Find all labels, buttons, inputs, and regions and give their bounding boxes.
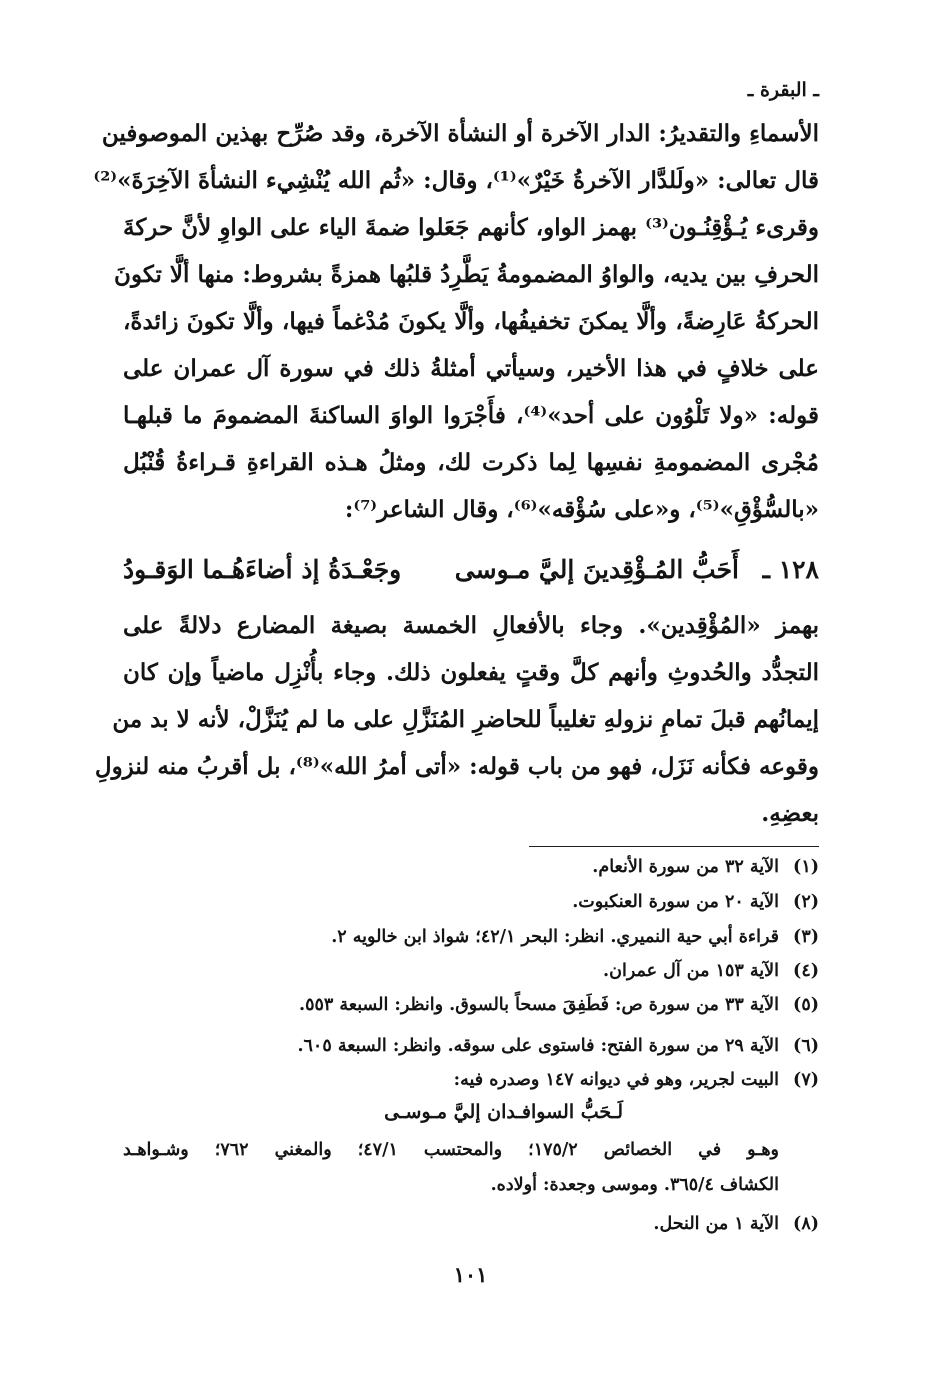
footnote-number: (٢) bbox=[793, 892, 819, 912]
page-number: ١٠١ bbox=[453, 1262, 488, 1287]
footnote-text: الآية ٣٢ من سورة الأنعام. bbox=[592, 857, 779, 877]
poem-verse bbox=[123, 547, 819, 593]
footnote bbox=[123, 1030, 819, 1063]
text-line: إيمانُهم قبلَ تمامِ نزولهِ تغليباً للحاضرِ المُنَزَّلِ على ما لم يُنَزَّلْ، لأنه لا بد من bbox=[112, 706, 819, 733]
footnote bbox=[123, 989, 819, 1022]
text-line: قوله: «ولا تَلْوُون على أحد»⁽⁴⁾، فأَجْرَوا الواوَ الساكنةَ المضمومَ ما قبلهـا bbox=[123, 402, 819, 429]
text-line: الحركةُ عَارِضةً، وألَّا يمكنَ تخفيفُها، وألَّا يكونَ مُدْغماً فيها، وألَّا تكونَ زائدةً، bbox=[123, 308, 819, 335]
footnote-text: الآية ١٥٣ من آل عمران. bbox=[603, 961, 779, 981]
footnote-continuation: وهـو في الخصائص ١٧٥/٢؛ والمحتسب ٤٧/١؛ والمغني ٧٦٢؛ وشـواهـد bbox=[123, 1140, 779, 1160]
footnote-number: (٦) bbox=[793, 1036, 819, 1056]
footnote bbox=[123, 886, 819, 919]
verse-number: ١٢٨ ـ bbox=[762, 555, 819, 584]
text-line: الحرفِ بين يديه، والواوُ المضمومةُ يَطَّرِدُ قلبُها همزةً بشروط: منها ألَّا تكونَ bbox=[114, 261, 819, 288]
verse-second-hemistich: وجَعْـدَةُ إذ أضاءَهُـما الوَقـودُ bbox=[123, 555, 402, 584]
text-line: وقوعه فكأنه نَزَل، فهو من باب قوله: «أتى أمرُ الله»⁽⁸⁾، بل أقربُ منه لنزولِ bbox=[94, 753, 819, 780]
footnote-text: الآية ٣٣ من سورة ص: فَطَفِقَ مسحاً بالسوق. وانظر: السبعة ٥٥٣. bbox=[299, 995, 779, 1015]
text-line: على خلافٍ في هذا الأخير، وسيأتي أمثلةُ ذلك في سورة آل عمران على bbox=[123, 355, 819, 382]
text-line: الأسماءِ والتقديرُ: الدار الآخرة أو النشأة الآخرة، وقد صُرِّح بهذين الموصوفين bbox=[101, 120, 819, 147]
footnote-continuation: الكشاف ٣٦٥/٤. وموسى وجعدة: أولاده. bbox=[490, 1175, 779, 1195]
footnote bbox=[123, 851, 819, 884]
footnote-number: (٧) bbox=[793, 1070, 819, 1090]
text-line: «بالسُّؤْقِ»⁽⁵⁾، و«على سُؤْقه»⁽⁶⁾، وقال الشاعر⁽⁷⁾: bbox=[344, 496, 819, 523]
main-text-block-2 bbox=[94, 602, 819, 837]
verse-first-hemistich: أَحَبُّ المُـؤْقِدينَ إليَّ مـوسى bbox=[454, 555, 739, 584]
footnote bbox=[123, 1064, 819, 1097]
footnote-number: (٤) bbox=[793, 961, 819, 981]
footnote-number: (١) bbox=[793, 857, 819, 877]
footnote-text: الآية ١ من النحل. bbox=[653, 1214, 779, 1234]
text-line: قال تعالى: «ولَلدَّار الآخرةُ خَيْرٌ»⁽¹⁾، وقال: «ثُم الله يُنْشِيء النشأةَ الآخِرَةَ»⁽²⁾ bbox=[93, 167, 819, 194]
footnote-text: البيت لجرير، وهو في ديوانه ١٤٧ وصدره فيه: bbox=[453, 1070, 779, 1090]
text-line: بهمز «المُؤْقِدين». وجاء بالأفعالِ الخمسة بصيغة المضارع دلالةً على bbox=[123, 612, 819, 639]
footnote bbox=[123, 1208, 819, 1241]
text-line: وقرىء يُـؤْقِنُـون⁽³⁾ بهمز الواو، كأنهم جَعَلوا ضمةَ الياء على الواوِ لأنَّ حركةَ bbox=[123, 214, 820, 241]
footnote-text: الآية ٢٩ من سورة الفتح: فاستوى على سوقه. وانظر: السبعة ٦٠٥. bbox=[297, 1036, 779, 1056]
running-header: ـ البقرة ـ bbox=[747, 79, 819, 101]
footnote-separator bbox=[529, 846, 819, 847]
footnote bbox=[123, 955, 819, 988]
text-line: مُجْرى المضمومةِ نفسِها لِما ذكرت لك، ومثلُ هـذه القراءةِ قـراءةُ قُنْبُل bbox=[123, 449, 819, 476]
footnote-number: (٣) bbox=[793, 927, 819, 947]
footnote-number: (٨) bbox=[793, 1214, 819, 1234]
main-text-block-1 bbox=[93, 110, 820, 533]
text-line: التجدُّد والحُدوثِ وأنهم كلَّ وقتٍ يفعلون ذلك. وجاء بأُنْزِل ماضياً وإن كان bbox=[123, 659, 819, 686]
footnote-text: الآية ٢٠ من سورة العنكبوت. bbox=[572, 892, 779, 912]
footnote-verse: لَـحَبُّ السوافـدان إليَّ مـوسـى bbox=[384, 1101, 623, 1123]
footnote-number: (٥) bbox=[793, 995, 819, 1015]
text-line: بعضِهِ. bbox=[761, 800, 819, 827]
footnote-text: قراءة أبي حية النميري. انظر: البحر ٤٢/١؛ شواذ ابن خالويه ٢. bbox=[331, 927, 779, 947]
footnote bbox=[123, 921, 819, 954]
